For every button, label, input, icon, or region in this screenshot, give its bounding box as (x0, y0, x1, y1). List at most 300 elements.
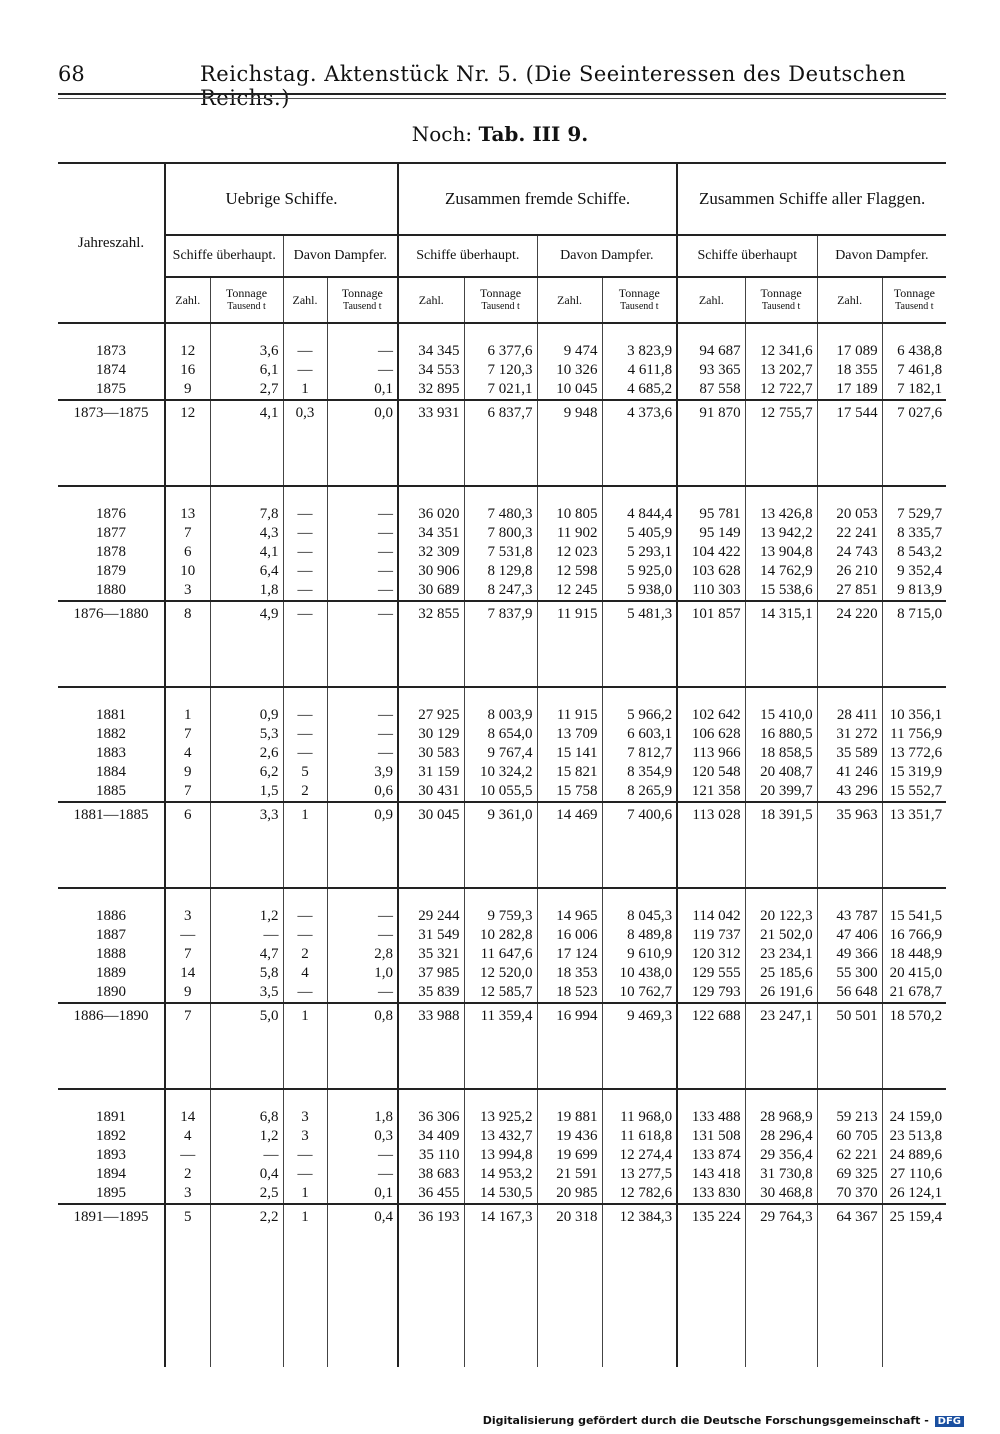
header-jahreszahl: Jahreszahl. (58, 163, 165, 323)
value-cell: 55 300 (817, 964, 882, 983)
year-cell: 1888 (96, 946, 126, 962)
value-cell: 31 549 (398, 926, 464, 945)
summary-row (58, 400, 946, 435)
value-cell: 15 141 (537, 744, 602, 763)
value-cell: 2,5 (210, 1184, 283, 1204)
value-cell: 2,2 (210, 1204, 283, 1239)
value-cell: 0,9 (327, 802, 398, 837)
value-cell: 4 (283, 964, 327, 983)
value-cell: 5 (283, 763, 327, 782)
spacer-row (58, 888, 946, 907)
value-cell: 18 570,2 (882, 1003, 946, 1038)
value-cell: 8 045,3 (602, 907, 677, 926)
value-cell: 13 772,6 (882, 744, 946, 763)
value-cell: 35 963 (817, 802, 882, 837)
col-tonnage-label: Tonnage (225, 286, 268, 300)
value-cell: 4 (165, 1127, 210, 1146)
value-cell: 19 436 (537, 1127, 602, 1146)
sub-schiffe-3: Schiffe überhaupt (677, 235, 817, 277)
table-row (58, 1146, 946, 1165)
value-cell: 15 541,5 (882, 907, 946, 926)
value-cell: 20 408,7 (745, 763, 817, 782)
year-cell: 1873—1875 (58, 400, 165, 435)
value-cell: 8 335,7 (882, 524, 946, 543)
table-row (58, 725, 946, 744)
value-cell: 102 642 (677, 706, 745, 725)
value-cell: 36 020 (398, 505, 464, 524)
value-cell: 8 003,9 (464, 706, 537, 725)
value-cell: 143 418 (677, 1165, 745, 1184)
value-cell: 122 688 (677, 1003, 745, 1038)
head-rule-thin (58, 98, 946, 99)
value-cell: 49 366 (817, 945, 882, 964)
value-cell: 2,8 (327, 945, 398, 964)
value-cell: 13 942,2 (745, 524, 817, 543)
value-cell: 1,8 (327, 1108, 398, 1127)
value-cell: 17 189 (817, 380, 882, 400)
col-zahl: Zahl. (283, 277, 327, 323)
value-cell: 19 699 (537, 1146, 602, 1165)
value-cell: — (327, 601, 398, 636)
value-cell: 6,1 (210, 361, 283, 380)
value-cell: — (283, 706, 327, 725)
value-cell: 7 120,3 (464, 361, 537, 380)
value-cell: 31 272 (817, 725, 882, 744)
value-cell: 12 520,0 (464, 964, 537, 983)
value-cell: 59 213 (817, 1108, 882, 1127)
value-cell: 5 (165, 1204, 210, 1239)
value-cell: — (283, 907, 327, 926)
value-cell: 2 (165, 1165, 210, 1184)
value-cell: 8 (165, 601, 210, 636)
footer-text: Digitalisierung gefördert durch die Deutsche Forschungsgemeinschaft - (482, 1414, 929, 1427)
value-cell: 113 966 (677, 744, 745, 763)
sub-dampfer-3: Davon Dampfer. (817, 235, 946, 277)
spacer-row (58, 1038, 946, 1089)
value-cell: 14 965 (537, 907, 602, 926)
value-cell: 5 405,9 (602, 524, 677, 543)
value-cell: 95 781 (677, 505, 745, 524)
value-cell: 0,1 (327, 1184, 398, 1204)
value-cell: 3,9 (327, 763, 398, 782)
value-cell: 30 431 (398, 782, 464, 802)
value-cell: 24 159,0 (882, 1108, 946, 1127)
value-cell: 43 787 (817, 907, 882, 926)
value-cell: 6 837,7 (464, 400, 537, 435)
statistics-table (58, 162, 946, 1367)
value-cell: 14 469 (537, 802, 602, 837)
value-cell: 18 523 (537, 983, 602, 1003)
value-cell: 23 247,1 (745, 1003, 817, 1038)
value-cell: 1,5 (210, 782, 283, 802)
value-cell: 11 618,8 (602, 1127, 677, 1146)
value-cell: 16 994 (537, 1003, 602, 1038)
spacer-row (58, 486, 946, 505)
value-cell: 5,3 (210, 725, 283, 744)
value-cell: 32 309 (398, 543, 464, 562)
value-cell: 12 598 (537, 562, 602, 581)
spacer-row (58, 636, 946, 687)
value-cell: 20 985 (537, 1184, 602, 1204)
value-cell: 12 722,7 (745, 380, 817, 400)
value-cell: 9 813,9 (882, 581, 946, 601)
value-cell: 93 365 (677, 361, 745, 380)
value-cell: 32 895 (398, 380, 464, 400)
value-cell: 12 755,7 (745, 400, 817, 435)
value-cell: 36 193 (398, 1204, 464, 1239)
value-cell: 18 448,9 (882, 945, 946, 964)
value-cell: 16 (165, 361, 210, 380)
value-cell: 9 (165, 763, 210, 782)
value-cell: 28 411 (817, 706, 882, 725)
value-cell: 2 (283, 945, 327, 964)
value-cell: 7 (165, 945, 210, 964)
value-cell: — (327, 1146, 398, 1165)
value-cell: 27 851 (817, 581, 882, 601)
value-cell: 9 474 (537, 342, 602, 361)
value-cell: 129 793 (677, 983, 745, 1003)
value-cell: 94 687 (677, 342, 745, 361)
table-row (58, 581, 946, 601)
value-cell: 120 312 (677, 945, 745, 964)
value-cell: 5,0 (210, 1003, 283, 1038)
value-cell: 34 553 (398, 361, 464, 380)
value-cell: 56 648 (817, 983, 882, 1003)
value-cell: — (283, 744, 327, 763)
value-cell: 91 870 (677, 400, 745, 435)
value-cell: 27 925 (398, 706, 464, 725)
value-cell: 36 455 (398, 1184, 464, 1204)
value-cell: 25 185,6 (745, 964, 817, 983)
value-cell: 3 (283, 1127, 327, 1146)
value-cell: 7 812,7 (602, 744, 677, 763)
value-cell: 23 513,8 (882, 1127, 946, 1146)
value-cell: — (283, 524, 327, 543)
summary-row (58, 1204, 946, 1239)
value-cell: 12 274,4 (602, 1146, 677, 1165)
value-cell: 12 (165, 342, 210, 361)
value-cell: 1 (283, 380, 327, 400)
page-number: 68 (58, 62, 85, 86)
value-cell: 3 823,9 (602, 342, 677, 361)
value-cell: 6,8 (210, 1108, 283, 1127)
value-cell: 9 759,3 (464, 907, 537, 926)
value-cell: 9 361,0 (464, 802, 537, 837)
col-tonnage (745, 277, 817, 323)
value-cell: 18 355 (817, 361, 882, 380)
value-cell: — (283, 543, 327, 562)
year-cell: 1874 (96, 362, 126, 378)
value-cell: 14 953,2 (464, 1165, 537, 1184)
value-cell: 21 502,0 (745, 926, 817, 945)
value-cell: 6 438,8 (882, 342, 946, 361)
value-cell: 69 325 (817, 1165, 882, 1184)
value-cell: 9 469,3 (602, 1003, 677, 1038)
value-cell: 5 938,0 (602, 581, 677, 601)
value-cell: — (283, 361, 327, 380)
table-row (58, 1165, 946, 1184)
value-cell: 7 531,8 (464, 543, 537, 562)
value-cell: 4 373,6 (602, 400, 677, 435)
year-cell: 1887 (96, 927, 126, 943)
head-rule (58, 93, 946, 95)
year-cell: 1893 (96, 1147, 126, 1163)
value-cell: 10 805 (537, 505, 602, 524)
year-cell: 1894 (96, 1166, 126, 1182)
value-cell: 7 (165, 1003, 210, 1038)
value-cell: 32 855 (398, 601, 464, 636)
value-cell: 1,0 (327, 964, 398, 983)
value-cell: 133 488 (677, 1108, 745, 1127)
value-cell: 13 904,8 (745, 543, 817, 562)
value-cell: 33 931 (398, 400, 464, 435)
value-cell: — (327, 983, 398, 1003)
value-cell: 7 837,9 (464, 601, 537, 636)
value-cell: 1,2 (210, 1127, 283, 1146)
value-cell: 28 296,4 (745, 1127, 817, 1146)
table-row (58, 524, 946, 543)
year-cell: 1873 (96, 343, 126, 359)
value-cell: 13 202,7 (745, 361, 817, 380)
value-cell: 101 857 (677, 601, 745, 636)
value-cell: 3 (165, 907, 210, 926)
summary-row (58, 1003, 946, 1038)
value-cell: 9 767,4 (464, 744, 537, 763)
value-cell: 6 377,6 (464, 342, 537, 361)
value-cell: 5 481,3 (602, 601, 677, 636)
value-cell: 30 045 (398, 802, 464, 837)
value-cell: 13 426,8 (745, 505, 817, 524)
value-cell: 10 356,1 (882, 706, 946, 725)
value-cell: 5,8 (210, 964, 283, 983)
value-cell: 14 762,9 (745, 562, 817, 581)
value-cell: 15 821 (537, 763, 602, 782)
col-zahl: Zahl. (537, 277, 602, 323)
value-cell: 27 110,6 (882, 1165, 946, 1184)
value-cell: 15 552,7 (882, 782, 946, 802)
value-cell: 133 830 (677, 1184, 745, 1204)
value-cell: 2,7 (210, 380, 283, 400)
year-cell: 1886—1890 (58, 1003, 165, 1038)
value-cell: 64 367 (817, 1204, 882, 1239)
year-cell: 1892 (96, 1128, 126, 1144)
value-cell: 0,3 (327, 1127, 398, 1146)
value-cell: 34 345 (398, 342, 464, 361)
value-cell: — (283, 562, 327, 581)
table-title-main: Tab. III 9. (478, 122, 589, 146)
table-row (58, 945, 946, 964)
spacer-row (58, 1239, 946, 1367)
value-cell: 10 045 (537, 380, 602, 400)
year-cell: 1877 (96, 525, 126, 541)
year-cell: 1885 (96, 783, 126, 799)
value-cell: 10 055,5 (464, 782, 537, 802)
value-cell: 20 318 (537, 1204, 602, 1239)
value-cell: 4,3 (210, 524, 283, 543)
spacer-row (58, 687, 946, 706)
value-cell: 103 628 (677, 562, 745, 581)
value-cell: 35 839 (398, 983, 464, 1003)
table-row (58, 782, 946, 802)
value-cell: 20 053 (817, 505, 882, 524)
value-cell: 18 391,5 (745, 802, 817, 837)
value-cell: 11 756,9 (882, 725, 946, 744)
value-cell: 113 028 (677, 802, 745, 837)
value-cell: 14 530,5 (464, 1184, 537, 1204)
value-cell: 29 244 (398, 907, 464, 926)
col-tonnage-label: Tonnage (893, 286, 935, 300)
value-cell: 8 265,9 (602, 782, 677, 802)
value-cell: 13 (165, 505, 210, 524)
value-cell: 4 611,8 (602, 361, 677, 380)
value-cell: 16 006 (537, 926, 602, 945)
sub-dampfer-1: Davon Dampfer. (283, 235, 398, 277)
value-cell: 14 167,3 (464, 1204, 537, 1239)
value-cell: 24 889,6 (882, 1146, 946, 1165)
value-cell: 15 410,0 (745, 706, 817, 725)
value-cell: 1,8 (210, 581, 283, 601)
spacer-row (58, 1089, 946, 1108)
value-cell: 135 224 (677, 1204, 745, 1239)
value-cell: 30 583 (398, 744, 464, 763)
col-tonnage-unit: Tausend t (761, 301, 801, 312)
value-cell: 17 089 (817, 342, 882, 361)
value-cell: — (327, 907, 398, 926)
value-cell: 14 (165, 1108, 210, 1127)
col-tonnage-unit: Tausend t (481, 301, 520, 312)
value-cell: 36 306 (398, 1108, 464, 1127)
value-cell: — (327, 1165, 398, 1184)
value-cell: 1 (283, 1184, 327, 1204)
value-cell: 41 246 (817, 763, 882, 782)
value-cell: 11 647,6 (464, 945, 537, 964)
value-cell: 6,2 (210, 763, 283, 782)
value-cell: 95 149 (677, 524, 745, 543)
value-cell: 8 654,0 (464, 725, 537, 744)
value-cell: — (327, 725, 398, 744)
value-cell: 9 610,9 (602, 945, 677, 964)
col-tonnage-label: Tonnage (479, 286, 522, 300)
col-zahl: Zahl. (817, 277, 882, 323)
value-cell: 110 303 (677, 581, 745, 601)
value-cell: 0,3 (283, 400, 327, 435)
value-cell: 13 277,5 (602, 1165, 677, 1184)
year-cell: 1881—1885 (58, 802, 165, 837)
value-cell: 70 370 (817, 1184, 882, 1204)
value-cell: 21 591 (537, 1165, 602, 1184)
value-cell: 13 432,7 (464, 1127, 537, 1146)
value-cell: 114 042 (677, 907, 745, 926)
value-cell: — (327, 744, 398, 763)
value-cell: 50 501 (817, 1003, 882, 1038)
col-zahl: Zahl. (398, 277, 464, 323)
table-row (58, 907, 946, 926)
value-cell: 19 881 (537, 1108, 602, 1127)
value-cell: — (327, 581, 398, 601)
value-cell: 18 858,5 (745, 744, 817, 763)
value-cell: 10 324,2 (464, 763, 537, 782)
value-cell: 0,1 (327, 380, 398, 400)
value-cell: — (327, 505, 398, 524)
sub-dampfer-2: Davon Dampfer. (537, 235, 677, 277)
value-cell: 29 356,4 (745, 1146, 817, 1165)
value-cell: — (283, 983, 327, 1003)
sub-schiffe-1: Schiffe überhaupt. (165, 235, 283, 277)
value-cell: — (283, 725, 327, 744)
value-cell: 0,0 (327, 400, 398, 435)
value-cell: 7 027,6 (882, 400, 946, 435)
value-cell: 131 508 (677, 1127, 745, 1146)
value-cell: 24 220 (817, 601, 882, 636)
col-tonnage-unit: Tausend t (895, 301, 934, 312)
summary-row (58, 601, 946, 636)
table-row (58, 763, 946, 782)
col-zahl: Zahl. (165, 277, 210, 323)
col-zahl: Zahl. (677, 277, 745, 323)
value-cell: 33 988 (398, 1003, 464, 1038)
value-cell: 133 874 (677, 1146, 745, 1165)
year-cell: 1883 (96, 745, 126, 761)
year-cell: 1891 (96, 1109, 126, 1125)
value-cell: 9 (165, 983, 210, 1003)
value-cell: — (283, 342, 327, 361)
value-cell: 119 737 (677, 926, 745, 945)
value-cell: 87 558 (677, 380, 745, 400)
year-cell: 1880 (96, 582, 126, 598)
col-tonnage-unit: Tausend t (620, 301, 659, 312)
col-tonnage (602, 277, 677, 323)
value-cell: 11 902 (537, 524, 602, 543)
year-cell: 1891—1895 (58, 1204, 165, 1239)
value-cell: 1 (283, 1204, 327, 1239)
value-cell: 22 241 (817, 524, 882, 543)
value-cell: 7 (165, 782, 210, 802)
value-cell: 9 (165, 380, 210, 400)
value-cell: 1,2 (210, 907, 283, 926)
value-cell: 12 782,6 (602, 1184, 677, 1204)
year-cell: 1881 (96, 707, 126, 723)
summary-row (58, 802, 946, 837)
value-cell: 20 399,7 (745, 782, 817, 802)
value-cell: 28 968,9 (745, 1108, 817, 1127)
value-cell: 21 678,7 (882, 983, 946, 1003)
value-cell: 0,9 (210, 706, 283, 725)
group-fremde-schiffe: Zusammen fremde Schiffe. (398, 163, 677, 235)
value-cell: 14 (165, 964, 210, 983)
value-cell: 30 129 (398, 725, 464, 744)
value-cell: 13 351,7 (882, 802, 946, 837)
value-cell: 38 683 (398, 1165, 464, 1184)
value-cell: 5 925,0 (602, 562, 677, 581)
value-cell: 35 110 (398, 1146, 464, 1165)
value-cell: 26 191,6 (745, 983, 817, 1003)
value-cell: 2 (283, 782, 327, 802)
table-row (58, 1108, 946, 1127)
value-cell: 11 359,4 (464, 1003, 537, 1038)
value-cell: 15 538,6 (745, 581, 817, 601)
year-cell: 1879 (96, 563, 126, 579)
value-cell: 12 384,3 (602, 1204, 677, 1239)
value-cell: 15 758 (537, 782, 602, 802)
table-row (58, 342, 946, 361)
value-cell: 6,4 (210, 562, 283, 581)
value-cell: 4,1 (210, 400, 283, 435)
col-tonnage (327, 277, 398, 323)
value-cell: — (283, 505, 327, 524)
year-cell: 1876 (96, 506, 126, 522)
col-tonnage-unit: Tausend t (227, 301, 266, 312)
value-cell: 10 326 (537, 361, 602, 380)
